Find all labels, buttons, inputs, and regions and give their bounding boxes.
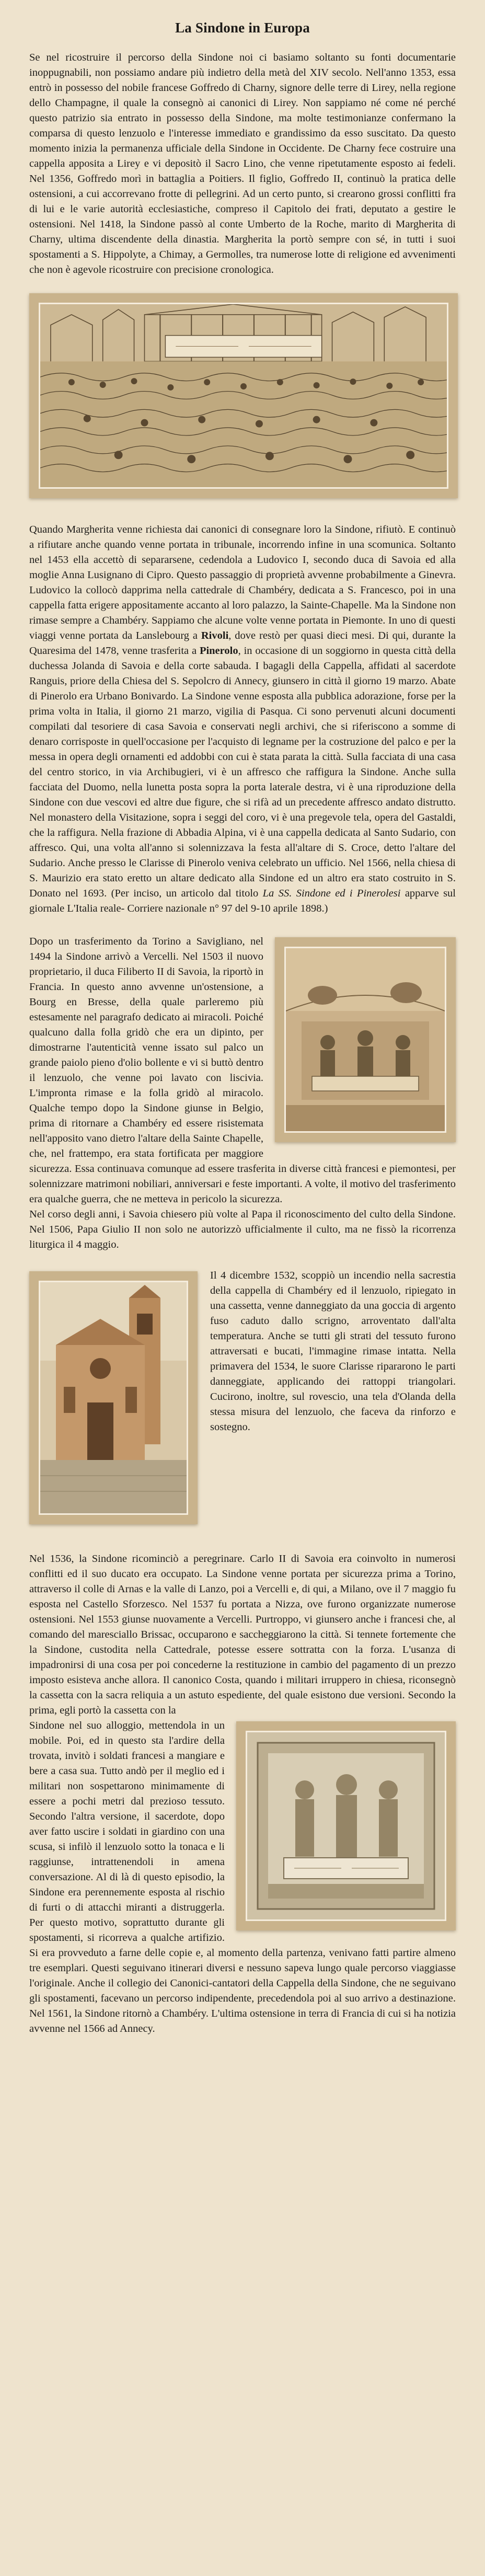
section5-paragraph: Nel 1536, la Sindone ricominciò a peregrinare. Carlo II di Savoia era coinvolto in numerosi conflitti ed il suo ducato era occupato. La Sindone venne portata per sicurezza prima a Torino, attraverso il colle di Arnas e la valle di Lanzo, poi a Vercelli e, di qui, a Milano, ove il 7 maggio fu esposta nel Castello Sforzesco. Nel 1537 fu portata a Nizza, ove furono organizzate numerose ostensioni. Nel 1553 giunse nuovamente a Vercelli. Purtroppo, vi giunsero anche i francesi che, al comando del maresciallo Brissac, occuparono e saccheggiarono la città. Si tennete fortemente che la Sindone, custodita nella Cattedrale, potesse essere sottratta con la forza. L'usanza di impadronirsi di una cosa per poi concederne la restituzione in cambio del pagamento di un prezzo imposto esisteva anche allora. Il canonico Costa, quando i militari irruppero in chiesa, riconsegnò la cassetta con la sacra reliquia a un astuto espediente, del quale esistono due versioni. Secondo la prima, egli portò la cassetta con la — [29, 1553, 456, 1716]
church-illustration — [40, 1282, 187, 1513]
fresco-painting-image — [284, 947, 446, 1133]
article-title-italic: La SS. Sindone ed i Pinerolesi — [262, 888, 401, 899]
section2-text-a: Quando Margherita venne richiesta dai canonici di consegnare loro la Sindone, rifiutò. E continuò a rifiutare anche quando venne portata in tribunale, incorrendo infine in una scomunica. Soltanto nel 1453 ella accettò di separarsene, cedendola a Ludovico I, secondo duca di Savoia ed alla moglie Anna Lusignano di Cipro. Questo passaggio di proprietà avvenne probabilmente a Ginevra. Ludovico la collocò dapprima nella cattedrale di Chambéry, dedicata a S. Francesco, poi in una cappella fatta erigere appositamente accanto al loro palazzo, la Sainte-Chapelle. Ma la Sindone non rimase sempre a Chambéry. Sappiamo che alcune volte venne portata in Piemonte. In uno di questi viaggi venne portata da Lanslebourg a — [29, 524, 456, 641]
pinerolo-bold: Pinerolo — [199, 645, 238, 657]
section5b — [29, 1718, 456, 2037]
shroud-relief-image — [246, 1731, 446, 1921]
section2-text-b: , dove restò per quasi dieci mesi. Di qui, durante la Quaresima del 1478, venne trasferita a — [29, 630, 456, 657]
fresco-painting-frame — [275, 937, 456, 1142]
church-facade-frame — [29, 1271, 198, 1524]
section2-text-d: apparve sul giornale L'Italia reale- Corriere nazionale n° 97 del 9-10 aprile 1898.) — [29, 888, 456, 914]
ostension-engraving-image — [39, 303, 448, 489]
relief-illustration — [247, 1732, 445, 1919]
intro-paragraph: Se nel ricostruire il percorso della Sindone noi ci basiamo soltanto su fonti documentarie inoppugnabili, non possiamo andare più indietro della metà del XIV secolo. Nell'anno 1353, essa entrò in possesso del nobile francese Goffredo di Charny, signore delle terre di Lirey, nella regione dello Champagne, il quale la consegnò ai canonici di Lirey. Non sappiamo né come né perché questo patrizio sia entrato in possesso della Sindone, ma molte testimonianze confermano la comparsa di questo lenzuolo e l'interesse immediato e grandissimo da esso suscitato. Da questo momento inizia la permanenza ufficiale della Sindone in Occidente. De Charny fece costruire una cappella apposita a Lirey e vi depositò il Sacro Lino, che venne ripetutamente esposto ai fedeli. Nel 1356, Goffredo morì in battaglia a Poitiers. Il figlio, Goffredo II, continuò la pratica delle ostensioni, a cui accorrevano frotte di pellegrini. Ad un certo punto, si crearono grossi conflitti fra di lui e le varie autorità ecclesiastiche, compreso il Capitolo dei frati, deputato a gestire le ostensioni. Nel 1418, la Sindone passò al conte Umberto de la Roche, marito di Margherita di Charny, ultima discendente della dinastia. Margherita la portò sempre con sé, in tutti i suoi spostamenti a S. Hippolyte, a Chimay, a Germolles, tra numerose lotte di religione ed avvenimenti che non è agevole ricostruire con precisione cronologica. — [29, 52, 456, 275]
section3-paragraph: Dopo un trasferimento da Torino a Savigliano, nel 1494 la Sindone arrivò a Vercelli. Nel 1503 il nuovo proprietario, il duca Filiberto II di Savoia, la riportò in Francia. In questo anno avvenne un'ostensione, a Bourg en Bresse, della quale parleremo più estesamente nel paragrafo dedicato ai miracoli. Poiché qualcuno dalla folla gridò che era un dipinto, per dimostrarne l'autenticità venne issato sul palco un grande paiolo pieno d'olio bollente e vi si buttò dentro il lenzuolo, che venne poi lavato con liscivia. L'impronta rimase e la folla gridò al miracolo. Qualche tempo dopo la Sindone giunse in Belgio, prima di ritornare a Chambéry ed essere risistemata nell'apposito vano dietro l'altare della Sainte Chapelle, che, nel frattempo, era stata fortificata per maggiore sicurezza. Essa continuava comunque ad essere trasferita in diverse città francesi e piemontesi, per solennizzare matrimoni nobiliari, anniversari e feste importanti. A volte, il motivo del trasferimento era qualche guerra, che ne metteva in pericolo la sicurezza. — [29, 936, 456, 1205]
section5-paragraph-2: Sindone nel suo alloggio, mettendola in un mobile. Poi, ed in questo sta l'ardire della trovata, invitò i soldati francesi a mangiare e bere a casa sua. Tutto andò per il meglio ed i militari non sospettarono minimamente di essere a pochi metri dal prezioso tessuto. Secondo l'altra versione, il sacerdote, dopo aver fatto uscire i soldati in giardino con una scusa, si infilò il lenzuolo sotto la tonaca e li raggiunse, intrattenendoli in amena conversazione. Al di là di questo episodio, la Sindone era perennemente esposta al rischio di furti o di attacchi miranti a distruggerla. Per questo motivo, soprattutto durante gli spostamenti, si ricorreva a qualche artifizio. Si era provveduto a farne delle copie e, al momento della partenza, venivano fatti partire almeno tre esemplari. Questi seguivano itinerari diversi e nessuno sapeva lungo quale percorso viaggiasse l'originale. Anche il collegio dei Canonici-cantatori della Cappella della Sindone, che ne seguivano gli spostamenti, facevano un percorso indipendente, precedendola poi al suo arrivo a destinazione. Nel 1561, la Sindone ritornò a Chambéry. L'ultima ostensione in terra di Francia di cui si ha notizia avvenne nel 1566 ad Annecy. — [29, 1720, 456, 2034]
section3 — [29, 934, 456, 1252]
engraving-illustration — [40, 304, 447, 487]
church-facade-photo — [39, 1281, 188, 1515]
fresco-illustration — [286, 948, 445, 1131]
section2-text-c: , in occasione di un soggiorno in questa città della duchessa Jolanda di Savoia e della corte sabauda. I bagagli della Cappella, affidati al sacerdote Ranguis, priore della Chiesa del S. Sepolcro di Annecy, giunsero in città il giorno 19 marzo. Abate di Pinerolo era Urbano Bonivardo. La Sindone venne esposta alla pubblica adorazione, forse per la prima volta in Italia, il giorno 21 marzo, vigilia di Pasqua. Ci sono pervenuti alcuni documenti compilati dal tesoriere di casa Savoia e conservati negli archivi, che si riferiscono a somme di denaro corrisposte in quell'occasione per l'acquisto di legname per la costruzione del palco e per la messa in opera degli ornamenti ed addobbi con cui è stata parata la città. Sulla facciata di una casa del centro storico, in via Archibugieri, vi è un affresco che raffigura la Sindone. Anche sulla facciata del Duomo, nella lunetta posta sopra la porta laterale destra, vi è una riproduzione della Sindone con due vescovi ed altre due figure, che si rifà ad un precedente affresco andato distrutto. Nel monastero della Visitazione, sopra i seggi del coro, vi è una pregevole tela, opera del Gastaldi, che la raffigura. Nella frazione di Abbadia Alpina, vi è una cappella dedicata al Santo Sudario, con affresco. Qui, una volta all'anno si solennizzava la festa all'altare di S. Croce, detto l'altare del Sudario. Anche presso le Clarisse di Pinerolo veniva celebrato un ufficio. Nel 1566, nella chiesa di S. Maurizio era stato eretto un altare dedicato alla Sindone ed un altro era stato costruito in S. Donato nel 1693. (Per inciso, un articolo dal titolo — [29, 645, 456, 899]
ostension-engraving-frame — [29, 293, 458, 498]
section4 — [29, 1268, 456, 1533]
shroud-relief-frame — [236, 1721, 456, 1930]
section4-paragraph: Il 4 dicembre 1532, scoppiò un incendio nella sacrestia della cappella di Chambéry ed il lenzuolo, ripiegato in una cassetta, venne danneggiato da una goccia di argento fuso caduto dallo scrigno, arroventato dall'alta temperatura. Anche se tutti gli strati del tessuto furono attraversati e bucati, l'immagine rimase intatta. Nella primavera del 1534, le suore Clarisse ripararono le parti danneggiate, applicando dei rattoppi triangolari. Cucirono, inoltre, sul rovescio, una tela d'Olanda della stessa misura del lenzuolo, che faceva da rinforzo e sostegno. — [210, 1270, 456, 1433]
section3-paragraph-2: Nel corso degli anni, i Savoia chiesero più volte al Papa il riconoscimento del culto della Sindone. Nel 1506, Papa Giulio II non solo ne autorizzò ufficialmente il culto, ma ne fissò la ricorrenza liturgica il 4 maggio. — [29, 1209, 456, 1250]
page-title: La Sindone in Europa — [175, 20, 310, 36]
rivoli-bold: Rivoli — [201, 630, 229, 641]
section2-paragraph — [29, 522, 456, 916]
